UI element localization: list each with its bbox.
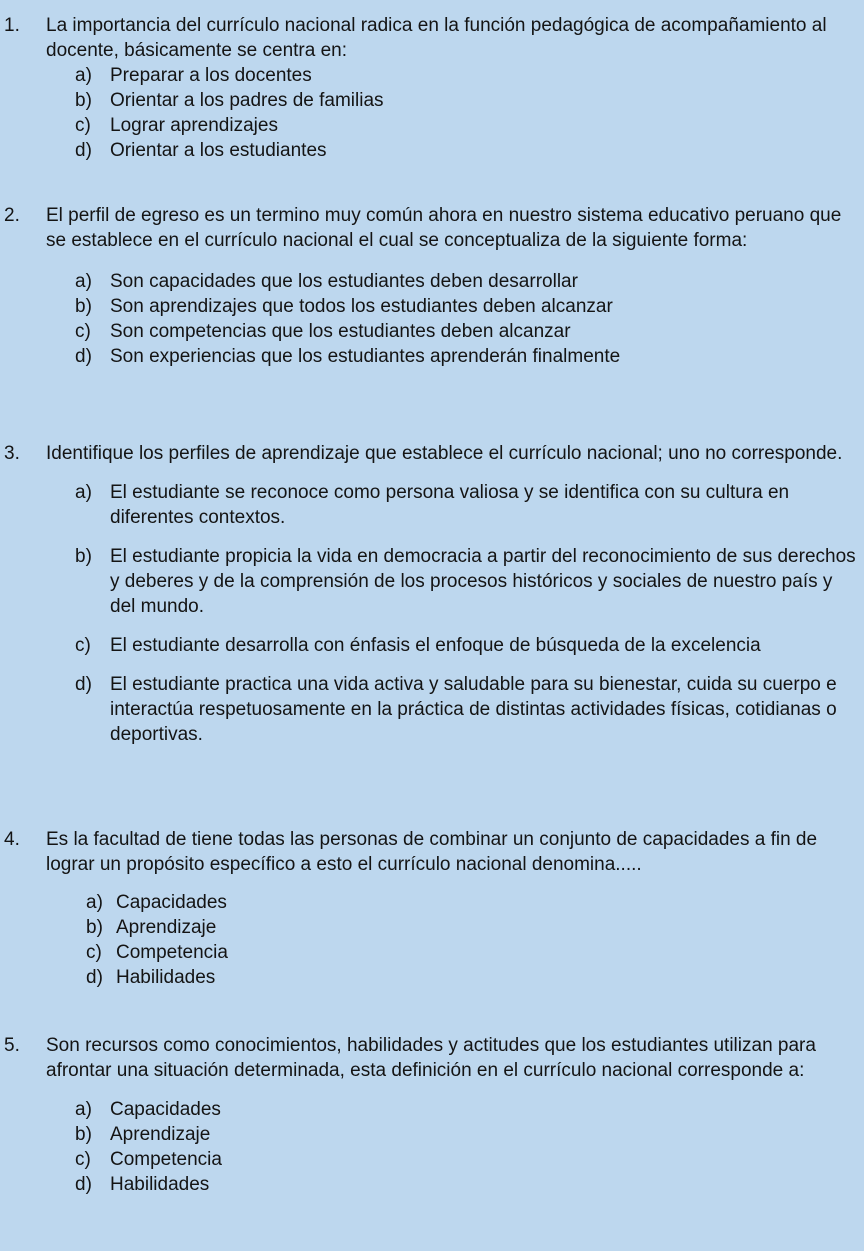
- option-text: Competencia: [110, 1149, 222, 1170]
- option-letter: a): [75, 1099, 92, 1120]
- option-letter: b): [75, 90, 92, 111]
- options-list: [0, 63, 864, 163]
- question-text: Es la facultad de tiene todas las personas de combinar un conjunto de capacidades a fin de lograr un propósito específico a esto el currículo nacional denomina.....: [46, 829, 818, 875]
- option-text: Habilidades: [110, 1174, 210, 1195]
- question-stem: [0, 203, 864, 253]
- option-a[interactable]: [0, 1097, 864, 1122]
- option-letter: b): [75, 296, 92, 317]
- option-letter: a): [75, 65, 92, 86]
- option-text: Capacidades: [110, 1099, 221, 1120]
- option-text: El estudiante desarrolla con énfasis el enfoque de búsqueda de la excelencia: [110, 635, 761, 656]
- option-a[interactable]: [0, 63, 864, 88]
- question-number: 2.: [4, 205, 20, 226]
- option-a[interactable]: [0, 480, 864, 530]
- option-letter: a): [86, 892, 103, 913]
- option-c[interactable]: [0, 940, 864, 965]
- option-letter: c): [75, 115, 91, 136]
- option-c[interactable]: [0, 319, 864, 344]
- option-text: El estudiante practica una vida activa y saludable para su bienestar, cuida su cuerpo e interactúa respetuosamente en la práctica de distintas actividades físicas, cotidianas o deportivas.: [110, 674, 837, 745]
- question-4: [0, 827, 864, 990]
- option-b[interactable]: [0, 294, 864, 319]
- option-text: El estudiante propicia la vida en democracia a partir del reconocimiento de sus derechos y deberes y de la comprensión de los procesos históricos y sociales de nuestro país y del mundo.: [110, 546, 856, 617]
- option-d[interactable]: [0, 344, 864, 369]
- option-text: Habilidades: [116, 967, 216, 988]
- question-stem: [0, 1033, 864, 1083]
- question-text: El perfil de egreso es un termino muy común ahora en nuestro sistema educativo peruano que se establece en el currículo nacional el cual se conceptualiza de la siguiente forma:: [46, 205, 842, 251]
- question-2: [0, 203, 864, 369]
- option-text: El estudiante se reconoce como persona valiosa y se identifica con su cultura en diferentes contextos.: [110, 482, 790, 528]
- option-letter: a): [75, 271, 92, 292]
- question-1: [0, 13, 864, 163]
- option-letter: c): [75, 1149, 91, 1170]
- option-d[interactable]: [0, 672, 864, 747]
- option-b[interactable]: [0, 1122, 864, 1147]
- question-stem: [0, 827, 864, 877]
- options-list: [0, 480, 864, 747]
- option-letter: b): [75, 546, 92, 567]
- option-c[interactable]: [0, 113, 864, 138]
- options-list: [0, 269, 864, 369]
- option-text: Son competencias que los estudiantes deben alcanzar: [110, 321, 571, 342]
- option-a[interactable]: [0, 890, 864, 915]
- options-list: [0, 1097, 864, 1197]
- option-text: Son aprendizajes que todos los estudiantes deben alcanzar: [110, 296, 613, 317]
- option-text: Preparar a los docentes: [110, 65, 312, 86]
- question-number: 5.: [4, 1035, 20, 1056]
- option-letter: b): [75, 1124, 92, 1145]
- option-text: Lograr aprendizajes: [110, 115, 278, 136]
- option-letter: b): [86, 917, 103, 938]
- option-letter: c): [75, 321, 91, 342]
- option-letter: d): [75, 140, 92, 161]
- question-stem: [0, 13, 864, 63]
- question-stem: [0, 441, 864, 466]
- option-letter: d): [75, 674, 92, 695]
- option-letter: c): [86, 942, 102, 963]
- option-text: Son experiencias que los estudiantes aprenderán finalmente: [110, 346, 621, 367]
- option-c[interactable]: [0, 633, 864, 658]
- question-5: [0, 1033, 864, 1197]
- options-list: [0, 890, 864, 990]
- option-letter: a): [75, 482, 92, 503]
- option-d[interactable]: [0, 138, 864, 163]
- question-text: Son recursos como conocimientos, habilidades y actitudes que los estudiantes utilizan para afrontar una situación determinada, esta definición en el currículo nacional corresponde a:: [46, 1035, 816, 1081]
- option-a[interactable]: [0, 269, 864, 294]
- option-d[interactable]: [0, 965, 864, 990]
- option-letter: c): [75, 635, 91, 656]
- option-text: Son capacidades que los estudiantes deben desarrollar: [110, 271, 578, 292]
- question-number: 4.: [4, 829, 20, 850]
- option-b[interactable]: [0, 88, 864, 113]
- option-text: Aprendizaje: [116, 917, 217, 938]
- option-text: Competencia: [116, 942, 228, 963]
- option-b[interactable]: [0, 544, 864, 619]
- option-text: Orientar a los padres de familias: [110, 90, 384, 111]
- question-text: La importancia del currículo nacional radica en la función pedagógica de acompañamiento al docente, básicamente se centra en:: [46, 15, 827, 61]
- question-number: 1.: [4, 15, 20, 36]
- option-letter: d): [86, 967, 103, 988]
- option-letter: d): [75, 346, 92, 367]
- question-3: [0, 441, 864, 747]
- option-text: Orientar a los estudiantes: [110, 140, 327, 161]
- option-d[interactable]: [0, 1172, 864, 1197]
- option-text: Capacidades: [116, 892, 227, 913]
- question-text: Identifique los perfiles de aprendizaje que establece el currículo nacional; uno no corresponde.: [46, 443, 843, 464]
- option-b[interactable]: [0, 915, 864, 940]
- question-number: 3.: [4, 443, 20, 464]
- option-c[interactable]: [0, 1147, 864, 1172]
- option-text: Aprendizaje: [110, 1124, 211, 1145]
- option-letter: d): [75, 1174, 92, 1195]
